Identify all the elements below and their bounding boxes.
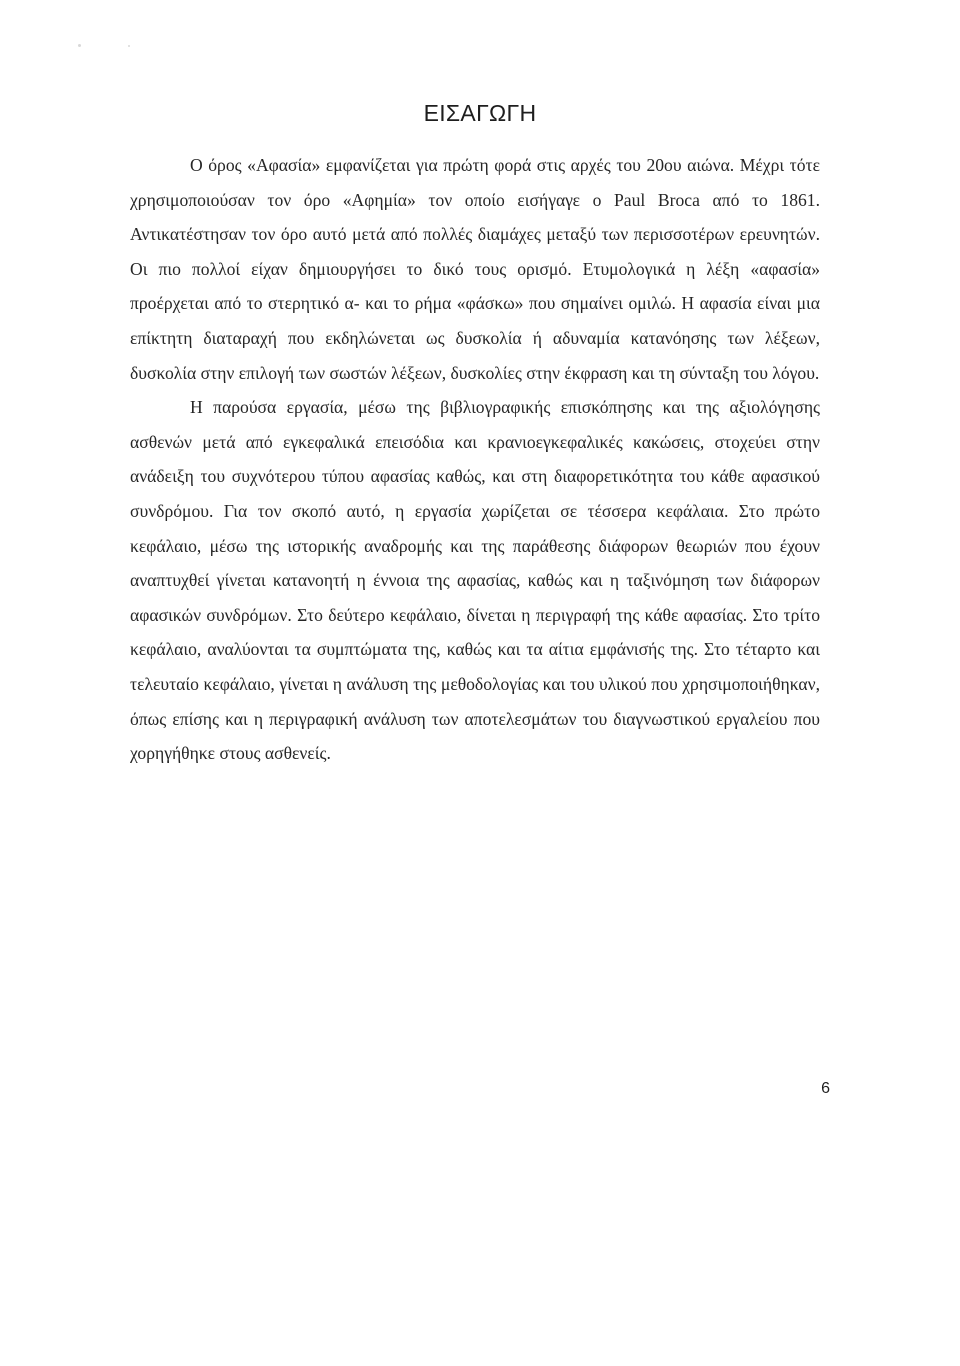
scan-speck bbox=[128, 45, 130, 47]
page-title: ΕΙΣΑΓΩΓΗ bbox=[423, 100, 537, 126]
scan-speck bbox=[78, 44, 81, 47]
paragraph-2: Η παρούσα εργασία, μέσω της βιβλιογραφικής επισκόπησης και της αξιολόγησης ασθενών μετά από εγκεφαλικά επεισόδια και κρανιοεγκεφαλικές κακώσεις, στοχεύει στην ανάδειξη του συχνότερου τύπου αφασίας καθώς, και στη διαφορετικότητα του κάθε αφασικού συνδρόμου. Για τον σκοπό αυτό, η εργασία χωρίζεται σε τέσσερα κεφάλαια. Στο πρώτο κεφάλαιο, μέσω της ιστορικής αναδρομής και της παράθεσης διάφορων θεωριών που έχουν αναπτυχθεί γίνεται κατανοητή η έννοια της αφασίας, καθώς και η ταξινόμηση των διάφορων αφασικών συνδρόμων. Στο δεύτερο κεφάλαιο, δίνεται η περιγραφή της κάθε αφασίας. Στο τρίτο κεφάλαιο, αναλύονται τα συμπτώματα της, καθώς και τα αίτια εμφάνισής της. Στο τέταρτο και τελευταίο κεφάλαιο, γίνεται η ανάλυση της μεθοδολογίας και του υλικού που χρησιμοποιήθηκαν, όπως επίσης και η περιγραφική ανάλυση των αποτελεσμάτων του διαγνωστικού εργαλείου που χορηγήθηκε στους ασθενείς. bbox=[130, 397, 820, 764]
paragraph-1: Ο όρος «Αφασία» εμφανίζεται για πρώτη φορά στις αρχές του 20ου αιώνα. Μέχρι τότε χρησιμοποιούσαν τον όρο «Αφημία» τον οποίο εισήγαγε ο Paul Broca από το 1861. Αντικατέστησαν τον όρο αυτό μετά από πολλές διαμάχες μεταξύ των περισσοτέρων ερευνητών. Οι πιο πολλοί είχαν δημιουργήσει το δικό τους ορισμό. Ετυμολογικά η λέξη «αφασία» προέρχεται από το στερητικό α- και το ρήμα «φάσκω» που σημαίνει ομιλώ. Η αφασία είναι μια επίκτητη διαταραχή που εκδηλώνεται ως δυσκολία ή αδυναμία κατανόησης των λέξεων, δυσκολία στην επιλογή των σωστών λέξεων, δυσκολίες στην έκφραση και τη σύνταξη του λόγου. bbox=[130, 155, 820, 383]
body-text bbox=[130, 148, 820, 771]
page-number: 6 bbox=[821, 1080, 830, 1097]
